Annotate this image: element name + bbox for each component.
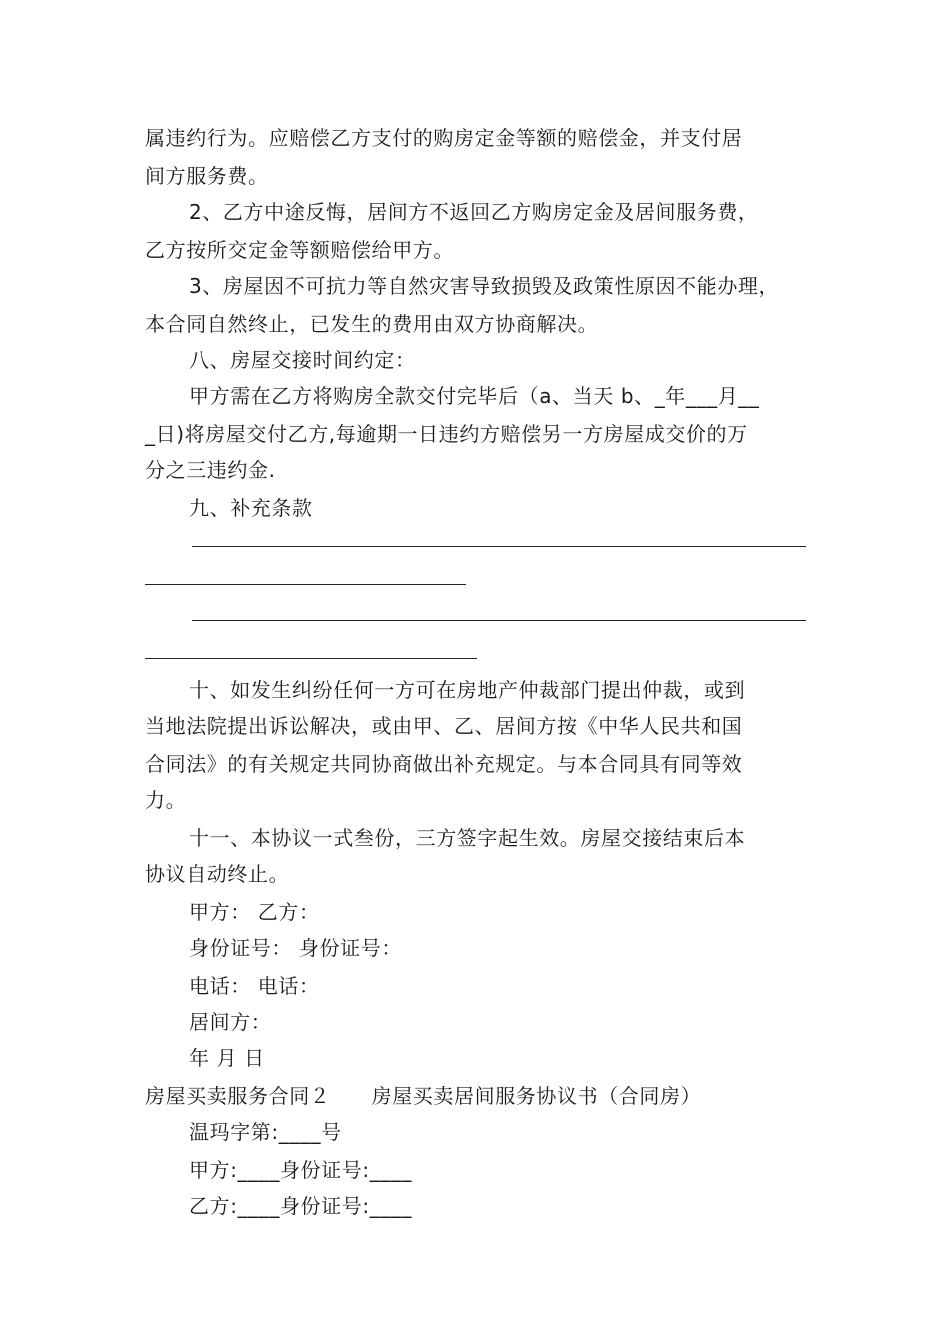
- text-line: _日)将房屋交付乙方,每逾期一日违约方赔偿另一方房屋成交价的万: [145, 422, 748, 446]
- blank-fill-line: [145, 658, 477, 659]
- text-line: 甲方:____身份证号:____: [189, 1158, 413, 1182]
- text-line: 合同法》的有关规定共同协商做出补充规定。与本合同具有同等效: [145, 752, 743, 776]
- text-line: 本合同自然终止，已发生的费用由双方协商解决。: [145, 312, 599, 336]
- blank-fill-line: [145, 584, 466, 585]
- signature-date-line: 年 月 日: [189, 1046, 265, 1070]
- text-line: 当地法院提出诉讼解决，或由甲、乙、居间方按《中华人民共和国: [145, 714, 743, 738]
- section-heading: 九、补充条款: [189, 496, 313, 520]
- text-line: 2、乙方中途反悔，居间方不返回乙方购房定金及居间服务费，: [189, 200, 759, 224]
- blank-fill-line: [192, 546, 806, 547]
- text-line: 分之三违约金.: [145, 458, 276, 482]
- signature-agent-line: 居间方：: [189, 1010, 272, 1034]
- text-line: 十一、本协议一式叁份，三方签字起生效。房屋交接结束后本: [189, 826, 746, 850]
- text-line: 协议自动终止。: [145, 862, 290, 886]
- text-line: 乙方按所交定金等额赔偿给甲方。: [145, 238, 454, 262]
- text-line: 十、如发生纠纷任何一方可在房地产仲裁部门提出仲裁，或到: [189, 678, 746, 702]
- text-line: 温玛字第:____号: [189, 1120, 342, 1144]
- signature-phone-line: 电话： 电话：: [189, 974, 320, 998]
- text-line: 乙方:____身份证号:____: [189, 1194, 413, 1218]
- text-line: 甲方需在乙方将购房全款交付完毕后（a、当天 b、_年___月__: [189, 384, 760, 408]
- signature-id-line: 身份证号： 身份证号：: [189, 936, 402, 960]
- blank-fill-line: [192, 620, 806, 621]
- text-line: 3、房屋因不可抗力等自然灾害导致损毁及政策性原因不能办理，: [189, 274, 780, 298]
- document-title: 房屋买卖服务合同２ 房屋买卖居间服务协议书（合同房）: [145, 1084, 702, 1108]
- text-line: 间方服务费。: [145, 164, 269, 188]
- section-heading: 八、房屋交接时间约定：: [189, 348, 416, 372]
- text-line: 属违约行为。应赔偿乙方支付的购房定金等额的赔偿金，并支付居: [145, 126, 743, 150]
- text-line: 力。: [145, 788, 187, 812]
- signature-party-line: 甲方： 乙方：: [189, 900, 320, 924]
